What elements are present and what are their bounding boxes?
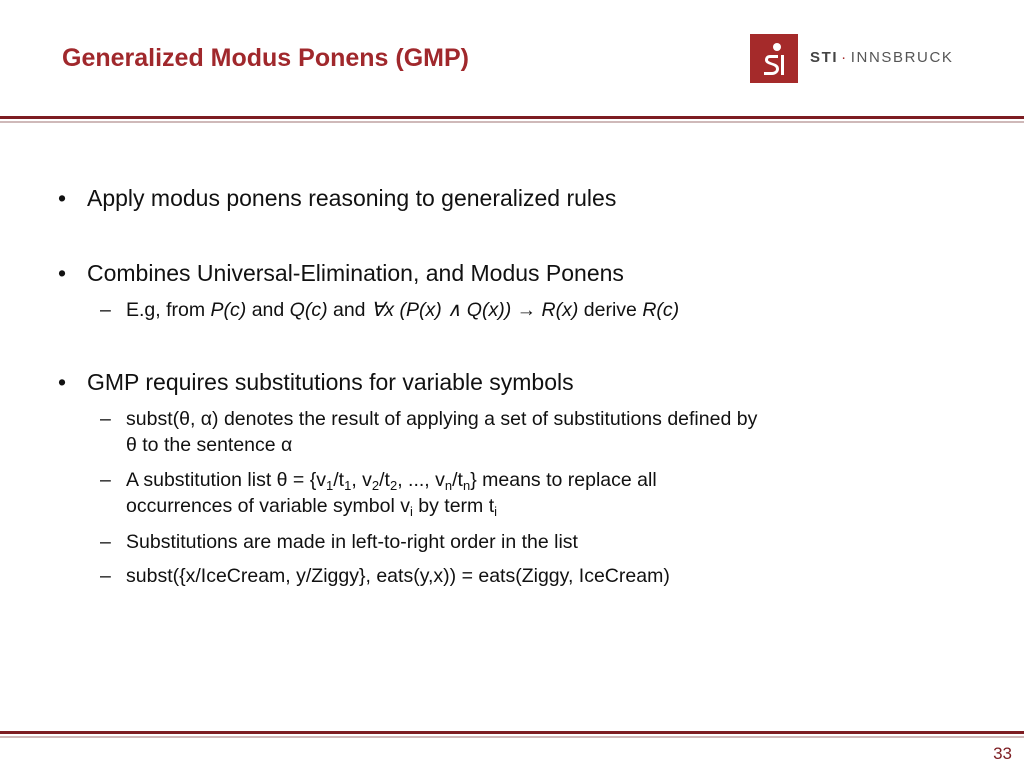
bullet-text: Combines Universal-Elimination, and Modus Ponens: [87, 260, 624, 286]
sub-bullet-mark: –: [100, 299, 111, 321]
sub-bullet-mark: –: [100, 469, 111, 491]
bullet-mark: •: [58, 185, 67, 211]
logo-wordmark-innsbruck: INNSBRUCK: [850, 49, 954, 66]
sti-logo-icon: [750, 34, 798, 83]
bullet-mark: •: [58, 260, 67, 286]
bullet-item: [58, 369, 574, 396]
footer-divider: [0, 731, 1024, 734]
sub-bullet-text: Substitutions are made in left-to-right order in the list: [126, 531, 578, 553]
footer-divider-shadow: [0, 736, 1024, 738]
sub-bullet-item: [100, 467, 657, 519]
sub-bullet-text: E.g, from P(c) and Q(c) and ∀x (P(x) ∧ Q(x)) → R(x) derive R(c): [126, 299, 680, 321]
sub-bullet-item: [100, 529, 578, 555]
bullet-item: [58, 260, 624, 287]
bullet-text: Apply modus ponens reasoning to generalized rules: [87, 185, 617, 211]
header-divider-shadow: [0, 121, 1024, 123]
sub-bullet-item: [100, 297, 679, 323]
sub-bullet-text: A substitution list $\theta = \{v_1/t_1$, $v_2/t_2$, ..., $v_n/t_n$} means to replace all occurrences of variable symbol $v_i$ by term $t_i$: [126, 469, 657, 519]
sub-bullet-mark: –: [100, 531, 111, 553]
page-number: 33: [993, 744, 1012, 763]
sub-bullet-text: subst({x/IceCream, y/Ziggy}, eats(y,x)) = eats(Ziggy, IceCream): [126, 565, 670, 587]
sub-bullet-item: [100, 563, 670, 589]
logo-wordmark: [810, 49, 954, 66]
sub-bullet-text: subst(θ, α) denotes the result of applying a set of substitutions defined by θ to the sentence α: [126, 408, 758, 456]
sub-bullet-item: [100, 406, 757, 458]
bullet-text: GMP requires substitutions for variable symbols: [87, 369, 574, 395]
bullet-item: [58, 185, 616, 212]
sub-bullet-mark: –: [100, 565, 111, 587]
bullet-mark: •: [58, 369, 67, 395]
slide-title: Generalized Modus Ponens (GMP): [62, 44, 469, 72]
logo-wordmark-dot: ·: [841, 49, 848, 66]
logo-wordmark-sti: STI: [810, 49, 839, 66]
header-divider: [0, 116, 1024, 119]
sub-bullet-mark: –: [100, 408, 111, 430]
